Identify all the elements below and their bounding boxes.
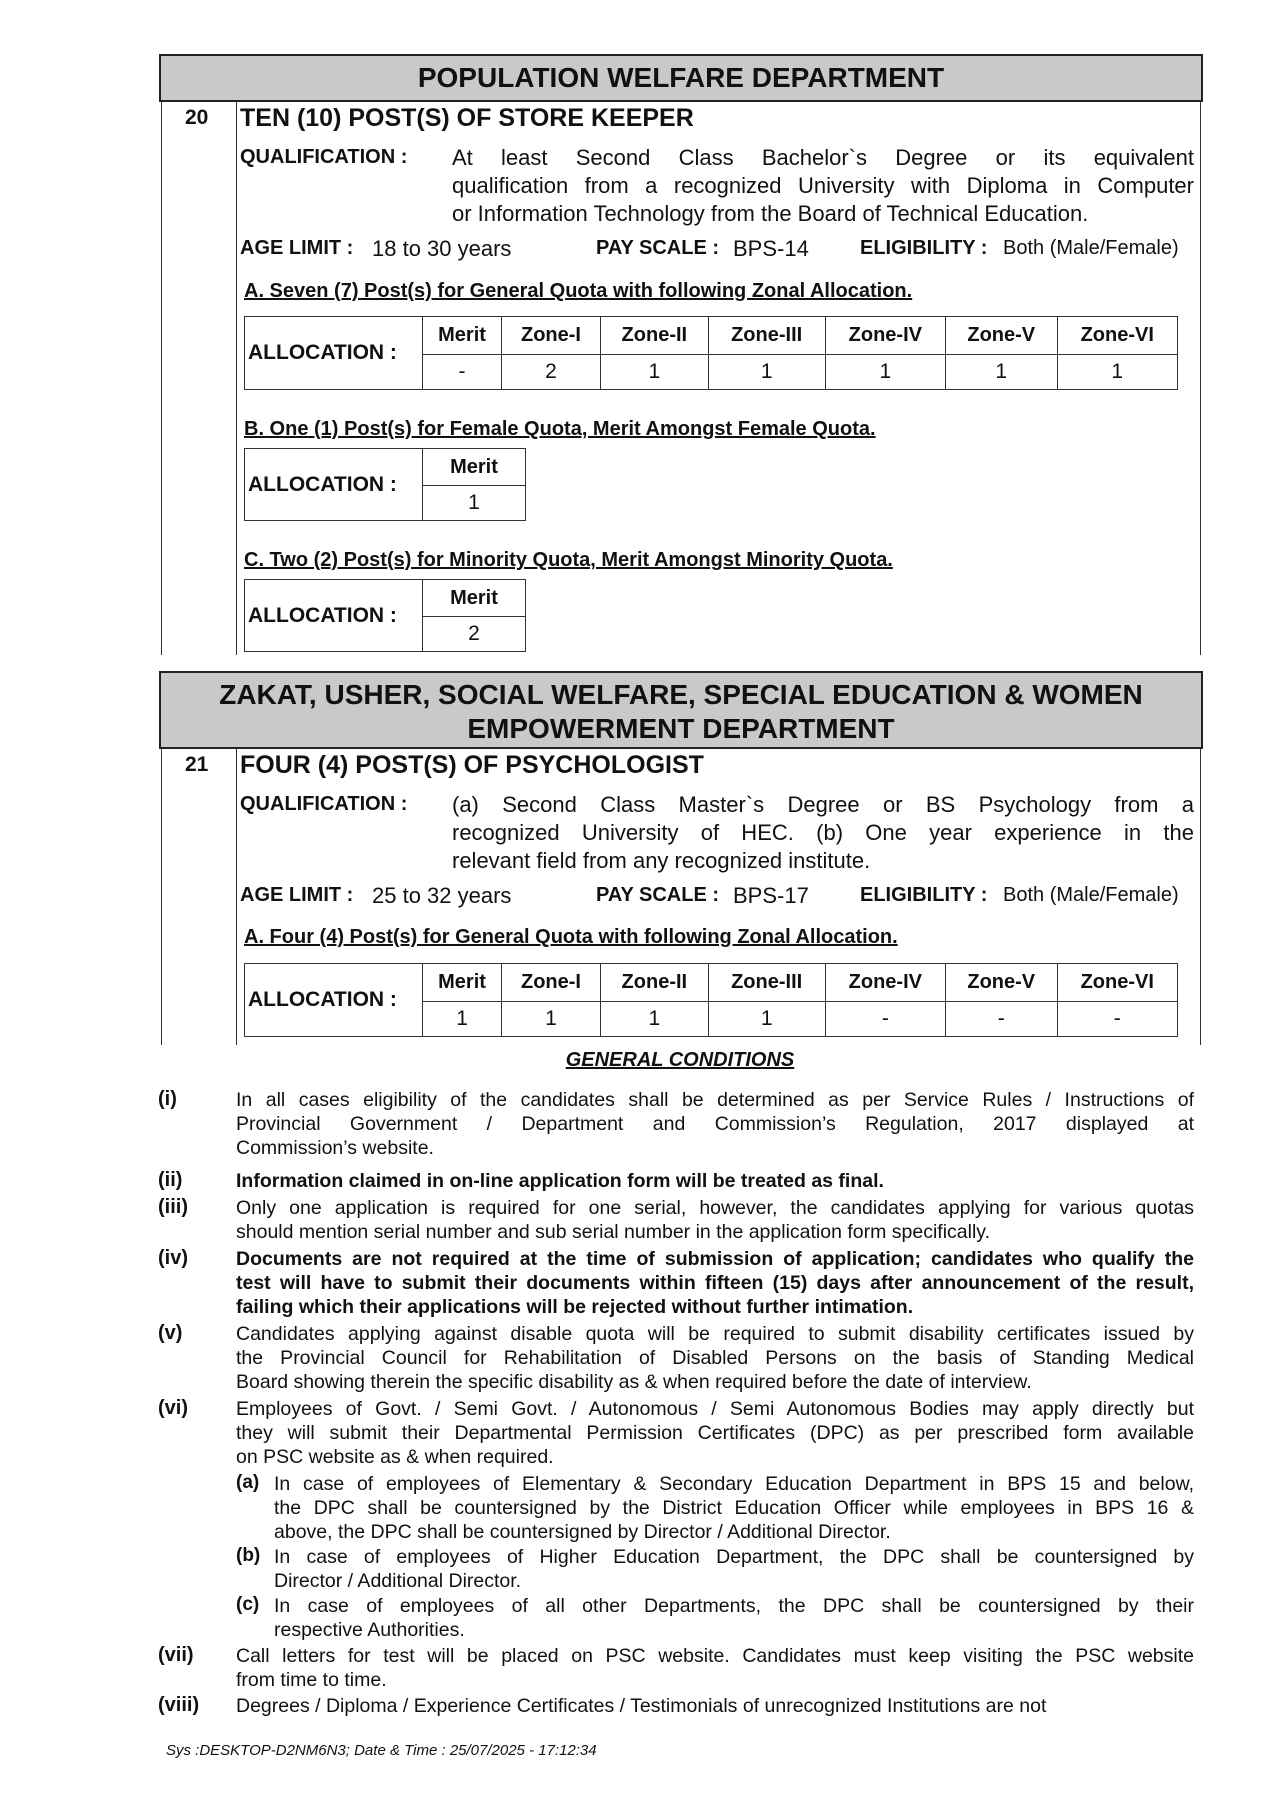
condition-text	[236, 1247, 1194, 1319]
quota-a-heading: A. Four (4) Post(s) for General Quota with following Zonal Allocation.	[244, 926, 898, 948]
zone-header: Zone-IV	[825, 317, 945, 355]
condition-line: Candidates applying against disable quota will be required to submit disability certificates issued by	[236, 1323, 1194, 1345]
pay-scale-label: PAY SCALE :	[596, 237, 719, 259]
condition-line: Board showing therein the specific disability as & when required before the date of interview.	[236, 1371, 1032, 1393]
quota-a-heading: A. Seven (7) Post(s) for General Quota with following Zonal Allocation.	[244, 280, 913, 302]
department-title-line: EMPOWERMENT DEPARTMENT	[467, 713, 895, 744]
allocation-table	[244, 963, 1178, 1037]
condition-line: In case of employees of Higher Education Department, the DPC shall be countersigned by	[274, 1546, 1194, 1568]
zone-value: 1	[502, 1002, 601, 1037]
zone-value: -	[1057, 1002, 1178, 1037]
zone-header: Zone-II	[600, 964, 708, 1002]
condition-number: (viii)	[158, 1694, 200, 1716]
merit-header: Merit	[423, 580, 526, 617]
merit-header: Merit	[423, 449, 526, 486]
sub-condition-number: (c)	[236, 1594, 260, 1615]
eligibility-value: Both (Male/Female)	[1003, 237, 1179, 259]
allocation-label: ALLOCATION :	[245, 317, 423, 390]
condition-text	[236, 1322, 1194, 1394]
zone-value: 1	[600, 1002, 708, 1037]
condition-line: In case of employees of Elementary & Secondary Education Department in BPS 15 and below,	[274, 1473, 1194, 1495]
pay-scale-value: BPS-14	[733, 236, 809, 261]
condition-line: the Provincial Council for Rehabilitation of Disabled Persons on the basis of Standing Medical	[236, 1347, 1194, 1369]
condition-line: Provincial Government / Department and Commission’s Regulation, 2017 displayed at	[236, 1113, 1194, 1135]
qualification-line: relevant field from any recognized institute.	[452, 848, 871, 873]
qualification-label: QUALIFICATION :	[240, 793, 408, 815]
sub-condition-text	[274, 1545, 1194, 1593]
zone-header: Zone-III	[708, 317, 825, 355]
condition-number: (iv)	[158, 1247, 188, 1269]
qualification-line: or Information Technology from the Board of Technical Education.	[452, 201, 1089, 226]
sub-condition-text	[274, 1594, 1194, 1642]
qualification-label: QUALIFICATION :	[240, 146, 408, 168]
condition-line: Degrees / Diploma / Experience Certificates / Testimonials of unrecognized Institutions are not	[236, 1695, 1047, 1717]
eligibility-label: ELIGIBILITY :	[860, 237, 988, 259]
condition-line: Commission’s website.	[236, 1137, 434, 1159]
condition-line: above, the DPC shall be countersigned by Director / Additional Director.	[274, 1521, 891, 1543]
serial-number: 20	[185, 106, 209, 129]
general-conditions-title: GENERAL CONDITIONS	[565, 1049, 795, 1071]
serial-column-divider	[236, 102, 237, 655]
qualification-line: qualification from a recognized University with Diploma in Computer	[452, 173, 1194, 198]
sub-condition-text	[274, 1472, 1194, 1544]
condition-line: Call letters for test will be placed on PSC website. Candidates must keep visiting the PSC website	[236, 1645, 1194, 1667]
zone-value: 2	[502, 355, 601, 390]
condition-line: Only one application is required for one serial, however, the candidates applying for various quotas	[236, 1197, 1194, 1219]
department-title-line: ZAKAT, USHER, SOCIAL WELFARE, SPECIAL EDUCATION & WOMEN	[219, 679, 1143, 710]
condition-line: In case of employees of all other Departments, the DPC shall be countersigned by their	[274, 1595, 1194, 1617]
allocation-table	[244, 316, 1178, 390]
condition-number: (vii)	[158, 1644, 194, 1666]
zone-header: Zone-VI	[1057, 964, 1178, 1002]
condition-text	[236, 1397, 1194, 1469]
merit-header: Merit	[423, 317, 502, 355]
merit-header: Merit	[423, 964, 502, 1002]
condition-line: they will submit their Departmental Permission Certificates (DPC) as per prescribed form available	[236, 1422, 1194, 1444]
condition-line: from time to time.	[236, 1669, 387, 1691]
condition-line: should mention serial number and sub serial number in the application form specifically.	[236, 1221, 991, 1243]
serial-number: 21	[185, 753, 209, 776]
serial-column-divider	[236, 749, 237, 1045]
condition-line: respective Authorities.	[274, 1619, 465, 1641]
zone-value: -	[946, 1002, 1057, 1037]
eligibility-value: Both (Male/Female)	[1003, 884, 1179, 906]
condition-number: (ii)	[158, 1169, 183, 1191]
zone-value: 1	[946, 355, 1057, 390]
condition-line: Information claimed in on-line application form will be treated as final.	[236, 1170, 884, 1192]
condition-text	[236, 1694, 1194, 1718]
condition-number: (vi)	[158, 1397, 188, 1419]
zone-header: Zone-V	[946, 317, 1057, 355]
post-title: FOUR (4) POST(S) OF PSYCHOLOGIST	[240, 751, 704, 779]
allocation-label: ALLOCATION :	[245, 580, 423, 652]
eligibility-label: ELIGIBILITY :	[860, 884, 988, 906]
qualification-line: At least Second Class Bachelor`s Degree or its equivalent	[452, 145, 1194, 170]
qualification-line: (a) Second Class Master`s Degree or BS Psychology from a	[452, 792, 1194, 817]
condition-line: Documents are not required at the time of submission of application; candidates who qualify the	[236, 1248, 1194, 1270]
allocation-label: ALLOCATION :	[245, 964, 423, 1037]
zone-header: Zone-V	[946, 964, 1057, 1002]
zone-header: Zone-I	[502, 317, 601, 355]
qualification-text	[452, 791, 1194, 875]
qualification-line: recognized University of HEC. (b) One year experience in the	[452, 820, 1194, 845]
department-header: POPULATION WELFARE DEPARTMENT	[159, 54, 1203, 102]
condition-line: on PSC website as & when required.	[236, 1446, 554, 1468]
zone-value: 1	[825, 355, 945, 390]
zone-value: 1	[708, 355, 825, 390]
department-header	[159, 671, 1203, 749]
condition-number: (i)	[158, 1088, 177, 1110]
condition-line: Employees of Govt. / Semi Govt. / Autonomous / Semi Autonomous Bodies may apply directly but	[236, 1398, 1194, 1420]
condition-line: failing which their applications will be rejected without further intimation.	[236, 1296, 914, 1318]
age-limit-value: 18 to 30 years	[372, 236, 512, 261]
condition-text	[236, 1169, 1194, 1193]
condition-text	[236, 1088, 1194, 1160]
allocation-table-female	[244, 448, 526, 521]
age-limit-value: 25 to 32 years	[372, 883, 512, 908]
qualification-text	[452, 144, 1194, 228]
condition-number: (v)	[158, 1322, 183, 1344]
post-title: TEN (10) POST(S) OF STORE KEEPER	[240, 104, 694, 132]
age-limit-label: AGE LIMIT :	[240, 884, 354, 906]
zone-header: Zone-VI	[1057, 317, 1178, 355]
merit-value: -	[423, 355, 502, 390]
system-footer: Sys :DESKTOP-D2NM6N3; Date & Time : 25/07/2025 - 17:12:34	[166, 1742, 597, 1759]
merit-value: 1	[423, 1002, 502, 1037]
sub-condition-number: (b)	[236, 1545, 261, 1566]
sub-condition-number: (a)	[236, 1472, 260, 1493]
pay-scale-label: PAY SCALE :	[596, 884, 719, 906]
quota-b-heading: B. One (1) Post(s) for Female Quota, Merit Amongst Female Quota.	[244, 418, 876, 440]
zone-value: 1	[600, 355, 708, 390]
zone-header: Zone-I	[502, 964, 601, 1002]
merit-value: 2	[423, 617, 526, 652]
zone-value: 1	[1057, 355, 1178, 390]
condition-number: (iii)	[158, 1196, 188, 1218]
quota-c-heading: C. Two (2) Post(s) for Minority Quota, Merit Amongst Minority Quota.	[244, 549, 893, 571]
condition-line: In all cases eligibility of the candidates shall be determined as per Service Rules / Instructions of	[236, 1089, 1194, 1111]
zone-header: Zone-III	[708, 964, 825, 1002]
condition-text	[236, 1196, 1194, 1244]
zone-header: Zone-II	[600, 317, 708, 355]
zone-value: -	[825, 1002, 945, 1037]
age-limit-label: AGE LIMIT :	[240, 237, 354, 259]
zone-value: 1	[708, 1002, 825, 1037]
zone-header: Zone-IV	[825, 964, 945, 1002]
allocation-table-minority	[244, 579, 526, 652]
condition-text	[236, 1644, 1194, 1692]
condition-line: test will have to submit their documents within fifteen (15) days after announcement of the result,	[236, 1272, 1194, 1294]
condition-line: Director / Additional Director.	[274, 1570, 522, 1592]
merit-value: 1	[423, 486, 526, 521]
pay-scale-value: BPS-17	[733, 883, 809, 908]
allocation-label: ALLOCATION :	[245, 449, 423, 521]
condition-line: the DPC shall be countersigned by the District Education Officer while employees in BPS 16 &	[274, 1497, 1194, 1519]
